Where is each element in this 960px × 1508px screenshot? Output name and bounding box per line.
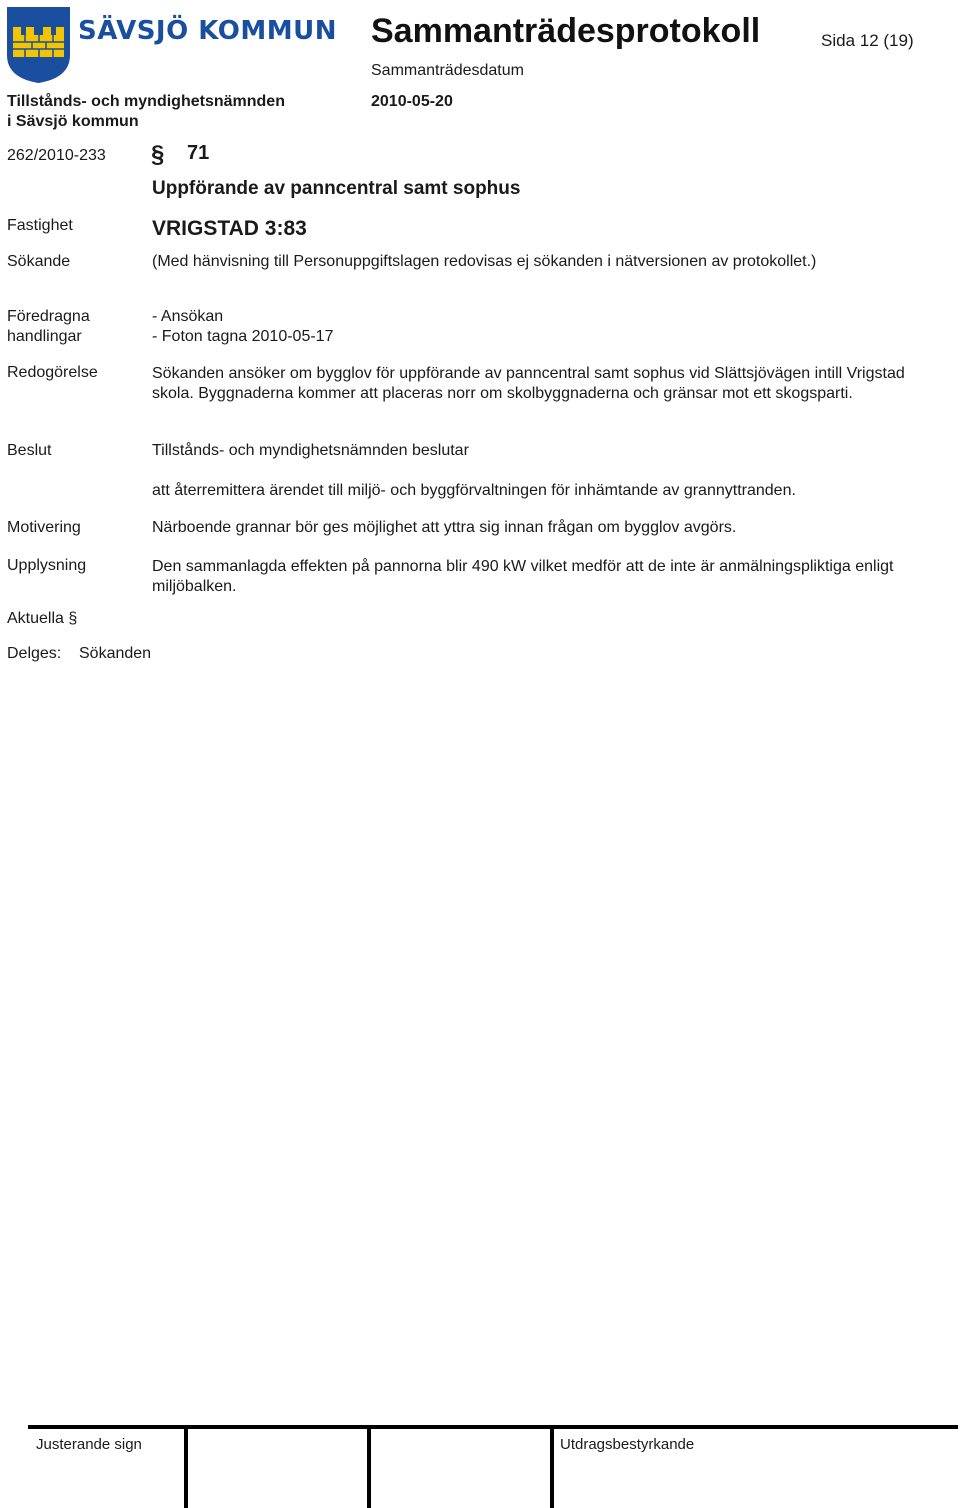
applicant-label: Sökande: [7, 253, 71, 270]
motivation-text: Närboende grannar bör ges möjlighet att yttra sig innan frågan om bygglov avgörs.: [152, 519, 737, 536]
page-number: Sida 12 (19): [821, 31, 914, 50]
footer-rule: [28, 1425, 958, 1429]
documents-label-line1: Föredragna: [7, 308, 90, 325]
motivation-label: Motivering: [7, 519, 81, 536]
delivered-value: Sökanden: [79, 645, 152, 662]
diary-number: 262/2010-233: [7, 147, 106, 164]
footer-divider: [550, 1427, 554, 1508]
applicant-value: (Med hänvisning till Personuppgiftslagen redovisas ej sökanden i nätversionen av protokollet.): [152, 253, 817, 270]
current-paragraph-symbol: §: [68, 610, 78, 627]
footer-divider: [184, 1427, 188, 1508]
info-label: Upplysning: [7, 557, 87, 574]
decision-label: Beslut: [7, 442, 52, 459]
info-text: Den sammanlagda effekten på pannorna blir 490 kW vilket medför att de inte är anmälningspliktiga enligt miljöbalken.: [152, 558, 894, 595]
case-subject: Uppförande av panncentral samt sophus: [152, 178, 521, 199]
property-value: VRIGSTAD 3:83: [152, 217, 307, 240]
document-item: - Ansökan: [152, 308, 224, 325]
document-title: Sammanträdesprotokoll: [371, 12, 761, 50]
document-item: - Foton tagna 2010-05-17: [152, 328, 334, 345]
footer-divider: [367, 1427, 371, 1508]
decision-text: att återremittera ärendet till miljö- och byggförvaltningen för inhämtande av grannyttranden.: [152, 482, 796, 499]
paragraph-number: 71: [187, 142, 210, 164]
property-label: Fastighet: [7, 217, 73, 234]
municipality-shield-icon: [7, 7, 70, 83]
meeting-date-value: 2010-05-20: [371, 93, 453, 110]
adjusting-sign-label: Justerande sign: [36, 1436, 142, 1453]
paragraph-symbol: §: [151, 141, 165, 168]
current-label: [7, 610, 77, 628]
report-label: Redogörelse: [7, 364, 98, 381]
decision-intro: Tillstånds- och myndighetsnämnden beslutar: [152, 442, 469, 459]
documents-label-line2: handlingar: [7, 328, 82, 345]
report-text: Sökanden ansöker om bygglov för uppförande av panncentral samt sophus vid Slättsjövägen intill Vrigstad skola. Byggnaderna kommer att placeras norr om skolbyggnaderna och gränsar mot ett skogsparti.: [152, 365, 905, 402]
committee-name: Tillstånds- och myndighetsnämnden: [7, 93, 285, 110]
delivered-label: Delges:: [7, 645, 62, 662]
committee-municipality: i Sävsjö kommun: [7, 113, 139, 130]
extract-certification-label: Utdragsbestyrkande: [560, 1436, 695, 1453]
meeting-date-label: Sammanträdesdatum: [371, 62, 524, 79]
municipality-logo-text: SÄVSJÖ KOMMUN: [78, 16, 337, 46]
current-label-text: Aktuella: [7, 610, 64, 627]
